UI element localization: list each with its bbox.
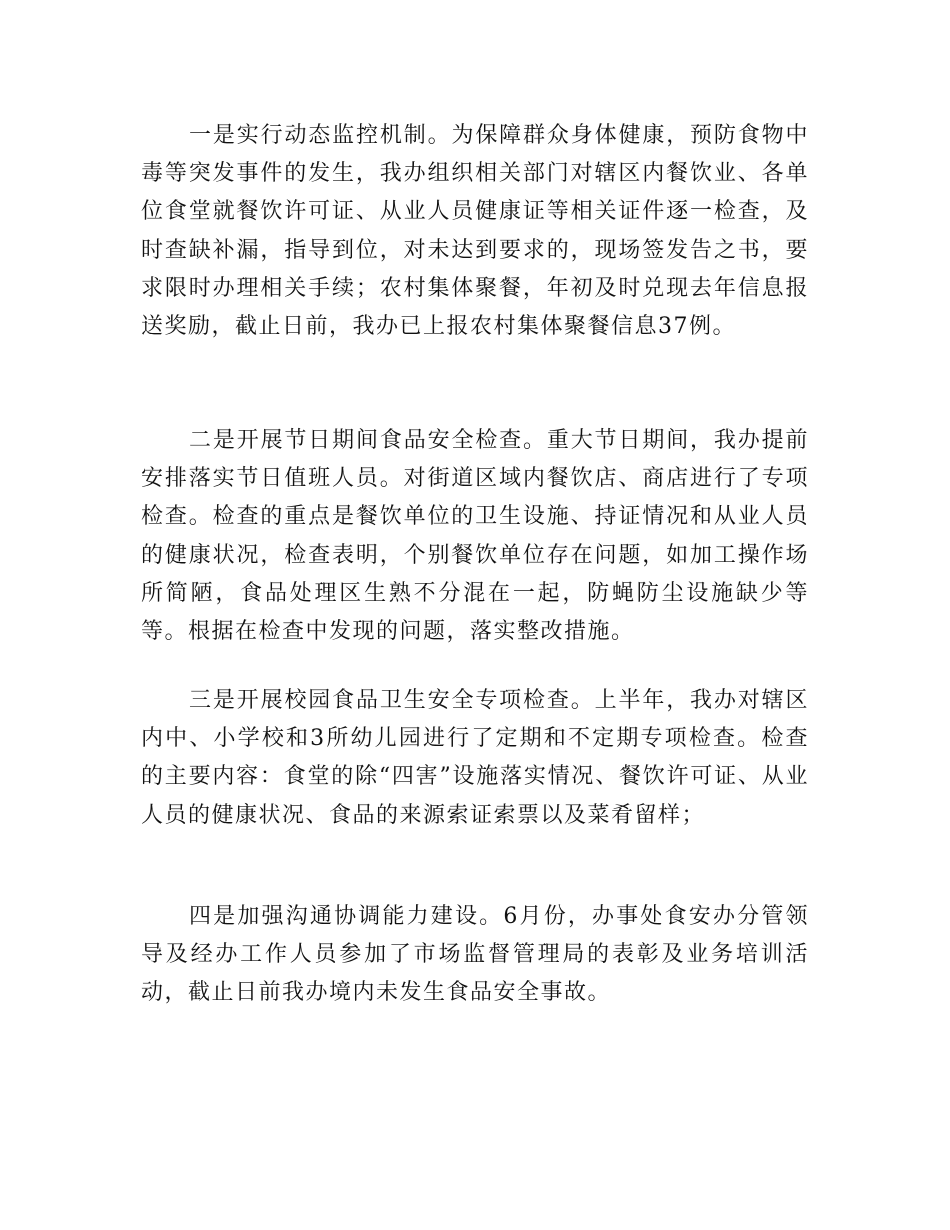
- paragraph-coordination: 四是加强沟通协调能力建设。6月份，办事处食安办分管领导及经办工作人员参加了市场监督管理局的表彰及业务培训活动，截止日前我办境内未发生食品安全事故。: [141, 904, 809, 1006]
- paragraph-campus-inspection: 三是开展校园食品卫生安全专项检查。上半年，我办对辖区内中、小学校和3所幼儿园进行了定期和不定期专项检查。检查的主要内容：食堂的除“四害”设施落实情况、餐饮许可证、从业人员的健康状况、食品的来源索证索票以及菜肴留样；: [141, 688, 809, 828]
- paragraph-holiday-inspection: 二是开展节日期间食品安全检查。重大节日期间，我办提前安排落实节日值班人员。对街道区域内餐饮店、商店进行了专项检查。检查的重点是餐饮单位的卫生设施、持证情况和从业人员的健康状况，检查表明，个别餐饮单位存在问题，如加工操作场所简陋，食品处理区生熟不分混在一起，防蝇防尘设施缺少等等。根据在检查中发现的问题，落实整改措施。: [141, 428, 809, 645]
- paragraph-dynamic-monitoring: 一是实行动态监控机制。为保障群众身体健康，预防食物中毒等突发事件的发生，我办组织相关部门对辖区内餐饮业、各单位食堂就餐饮许可证、从业人员健康证等相关证件逐一检查，及时查缺补漏，指导到位，对未达到要求的，现场签发告之书，要求限时办理相关手续；农村集体聚餐，年初及时兑现去年信息报送奖励，截止日前，我办已上报农村集体聚餐信息37例。: [141, 123, 809, 340]
